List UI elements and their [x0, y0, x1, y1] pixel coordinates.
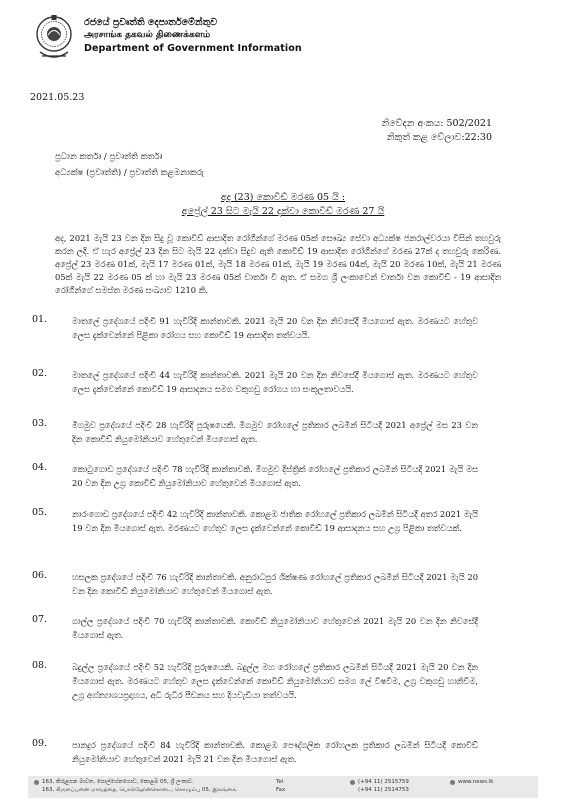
- release-title: අද (23) කොවිඩ් මරණ 05 යි :: [220, 192, 346, 203]
- dept-name-english: Department of Government Information: [84, 43, 302, 54]
- item-text: මාතලේ ප්‍රදේශයේ පදිංචි 44 හැවිරිදි කාන්තාවකි. 2021 මැයි 20 වන දින නිවසේදී මියගොස් ඇත. මරණයට හේතුව ලෙස දැක්වෙන්නේ කොවිඩ් 19 ආසාදනය සමග වකුගඩු රෝගය හා සංකූලතාවයයි.: [72, 370, 478, 394]
- sri-lanka-emblem-icon: [34, 14, 74, 60]
- phone-icon: [350, 780, 355, 785]
- department-letterhead: [84, 16, 444, 55]
- footer-bar: [28, 772, 538, 798]
- release-time: නිකුත් කළ වේලාව:22:30: [386, 132, 492, 143]
- footer-tel: (+94 11) 2515759: [358, 779, 409, 785]
- item-number: 06.: [32, 570, 48, 581]
- item-number: 04.: [32, 462, 48, 473]
- item-text: කොටුගොඩ ප්‍රදේශයේ පදිංචි 78 හැවිරිදි කාන්තාවකි. මීගමුව දිස්ත්‍රික් රෝහලේ ප්‍රතිකාර ලබමින් සිටියදී 2021 මැයි මස 20 වන දින උග්‍ර කොවිඩ් නියුමෝනියාව හේතුවෙන් මියගොස් ඇත.: [72, 464, 478, 488]
- item-number: 05.: [32, 507, 48, 518]
- item-text: මාතලේ ප්‍රදේශයේ පදිංචි 91 හැවිරිදි කාන්තාවකි. 2021 මැයි 20 වන දින නිවසේදී මියගොස් ඇත. මරණයට හේතුව ලෙස දැක්වෙන්නේ පිළිකා රෝගය සහ කොවිඩ් 19 ආසාදිත තත්වයයි.: [72, 316, 478, 340]
- item-number: 07.: [32, 614, 48, 625]
- release-subtitle: අප්‍රේල් 23 සිට මැයි 22 දක්වා කොවිඩ් මරණ 27 යි: [181, 206, 385, 217]
- item-number: 08.: [32, 660, 48, 671]
- item-text: ගාල්ල ප්‍රදේශයේ පදිංචි 70 හැවිරිදි කාන්තාවකි. කොවිඩ් නියුමෝනියාව හේතුවෙන් 2021 මැයි 20 වන දින නිවසේදී මියගොස් ඇත.: [72, 616, 478, 640]
- intro-paragraph: අද, 2021 මැයි 23 වන දින සිදු වූ කොවිඩ් ආසාදිත රෝගීන්ගේ මරණ 05ක් සෞඛ්‍ය සේවා අධ්‍යක්ෂ ජනරාල්වරයා විසින් තහවුරු කරන ලදි. ඒ හැර අප්‍රේල් 23 දින සිට මැයි 22 දක්වා සිදුව ඇති කොවිඩ් 19 ආසාදිත රෝගීන්ගේ මරණ 27ක් ද තහවුරු කෙරිණ. අප්‍රේල් 23 මරණ 01ක්, මැයි 17 මරණ 01ක්, මැයි 18 මරණ 01ක්, මැයි 19 මරණ 04ක්, මැයි 20 මරණ 10ක්, මැයි 21 මරණ 05ක් මැයි 22 මරණ 05 ක් හා මැයි 23 මරණ 05ක් වාර්තා වී ඇත. ඒ සමග ශ්‍රී ලංකාවෙන් වාර්තා වන කොවිඩ් - 19 ආසාදිත රෝගීන්ගේ සමස්ත මරණ සංඛ්‍යාව 1210 කි.: [55, 233, 501, 295]
- location-icon: [34, 780, 39, 785]
- item-text: මීගමුව ප්‍රදේශයේ පදිංචි 28 හැවිරිදි පුරුෂයෙකි. මීගමුව රෝහලේ ප්‍රතිකාර ලබමින් සිටියදී 2021 අප්‍රේල් මස 23 වන දින කොවිඩ් නියුමෝනියාව හේතුවෙන් මියගොස් ඇත.: [72, 420, 479, 444]
- addressee-line: අධ්‍යක්ෂ (ප්‍රවෘත්ති) / ප්‍රවෘත්ති කළමනාකරු: [55, 168, 204, 178]
- dept-name-sinhala: රජයේ ප්‍රවෘත්ති දෙපාර්තමේන්තුව: [84, 17, 218, 28]
- item-number: 02.: [32, 368, 48, 379]
- item-text: නාරංගොඩ ප්‍රදේශයේ පදිංචි 42 හැවිරිදි කාන්තාවකි. කොළඹ ජාතික රෝහලේ ප්‍රතිකාර ලබමින් සිටියදී අතර 2021 මැයි 19 වන දින මියගොස් ඇත. මරණයට හේතුව ලෙස දැක්වෙන්නේ කොවිඩ් 19 ආසාදනය සහ උග්‍ර පිළිකා තත්වයක්.: [72, 509, 478, 533]
- release-date: 2021.05.23: [30, 92, 85, 103]
- addressee-line: ප්‍රධාන කර්තෘ / ප්‍රවෘත්ති කර්තෘ: [55, 152, 163, 162]
- fax-label: Fax: [276, 787, 286, 793]
- footer-website[interactable]: www.news.lk: [458, 779, 494, 785]
- release-number: නිවේදන අංකය: 502/2021: [381, 118, 492, 129]
- footer-address-sinhala: 163, කිරුළපන මාවත, පොල්හේනගොඩ, කොළඹ 05, ශ්‍රී ලංකාව.: [42, 779, 194, 785]
- dept-name-tamil: அரசாங்க தகவல் திணைக்களம்: [84, 30, 211, 40]
- item-number: 01.: [32, 314, 48, 325]
- item-number: 09.: [32, 738, 48, 749]
- item-number: 03.: [32, 418, 48, 429]
- footer-address-tamil: 163, கிருளப்பனை மாவத்தை, பொல்ஹேன்கொடை, கொழும்பு 05, இலங்கை.: [42, 787, 238, 793]
- item-text: හසලක ප්‍රදේශයේ පදිංචි 76 හැවිරිදි කාන්තාවකි. අනුරාධපුර ශික්ෂණ රෝහලේ ප්‍රතිකාර ලබමින් සිටියදී 2021 මැයි 20 වන දින කොවිඩ් නියුමෝනියාව හේතුවෙන් මියගොස් ඇත.: [72, 572, 478, 596]
- footer-fax: (+94 11) 2514753: [358, 787, 409, 793]
- tel-label: Tel: [276, 779, 284, 785]
- web-icon: [450, 780, 455, 785]
- item-text: පානදුර ප්‍රදේශයේ පදිංචි 84 හැවිරිදි කාන්තාවකි. කොළඹ පෞද්ගලික රෝහලක ප්‍රතිකාර ලබමින් සිටියදී කොවිඩ් නියුමෝනියාව හේතුවෙන් 2021 මැයි 21 වන දින මියගොස් ඇත.: [72, 740, 478, 764]
- item-text: බදුල්ල ප්‍රදේශයේ පදිංචි 52 හැවිරිදි පුරුෂයෙකි. බදුල්ල මහ රෝහලේ ප්‍රතිකාර ලබමින් සිටියදී 2021 මැයි 20 වන දින මියගොස් ඇත. මරණයට හේතුව ලෙස දැක්වෙන්නේ කොවිඩ් නියුමෝනියාව සමග ලේ විෂවීම, උග්‍ර වකුගඩු හානිවීම, උග්‍ර අග්න්‍යාශයප්‍රදාහය, අධි රුධිර පීඩනය සහ දියවැඩියා තත්වයයි.: [72, 662, 478, 700]
